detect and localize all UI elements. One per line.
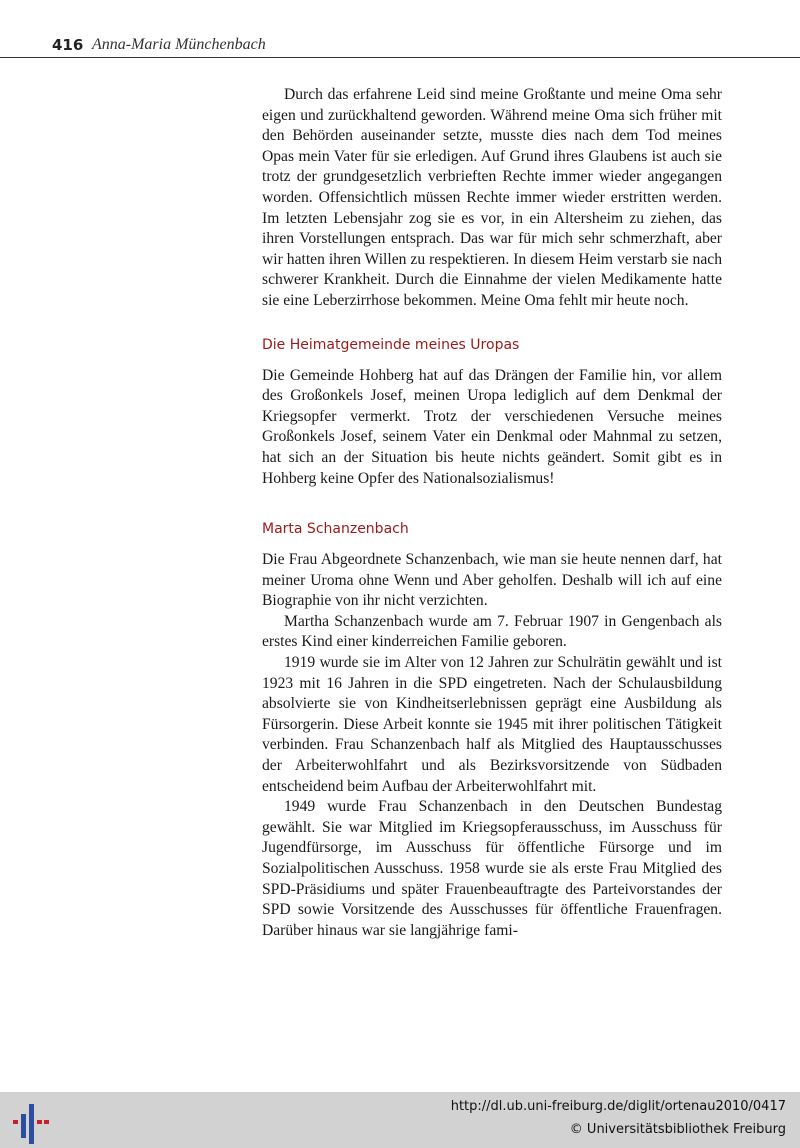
paragraph-grossmutter: Durch das erfahrene Leid sind meine Großtante und meine Oma sehr eigen und zurückhaltend geworden. Während meine Oma sich früher mit den Behörden auseinander setzte, musste dies nach dem Tod meines Opas mein Vater für sie erledigen. Auf Grund ihres Glaubens ist auch sie trotz der grundgesetzlich verbrieften Rechte immer wieder angegangen worden. Offensichtlich müssen Rechte immer wieder erstritten werden. Im letzten Lebensjahr zog sie es vor, in ein Altersheim zu ziehen, das ihren Vorstellungen entsprach. Das war für mich sehr schmerzhaft, aber wir hatten ihren Willen zu respektieren. In diesem Heim verstarb sie nach schwerer Krankheit. Durch die Einnahme der vielen Medikamente hatte sie eine Leberzirrhose bekommen. Meine Oma fehlt mir heute noch.	[262, 86, 722, 309]
paragraph-abgeordnete: Die Frau Abgeordnete Schanzenbach, wie man sie heute nennen darf, hat meiner Uroma ohne Wenn und Aber geholfen. Deshalb will ich auf eine Biographie von ihr nicht verzichten.	[262, 551, 722, 610]
source-url-link[interactable]: http://dl.ub.uni-freiburg.de/diglit/ortenau2010/0417	[450, 1099, 786, 1114]
copyright-text: © Universitätsbibliothek Freiburg	[569, 1122, 786, 1137]
page-number: 416	[52, 36, 84, 54]
paragraph-1949: 1949 wurde Frau Schanzenbach in den Deutschen Bundestag gewählt. Sie war Mitglied im Kriegsopferausschuss, im Ausschuss für Jugendfürsorge, im Ausschuss für öffentliche Fürsorge und im Sozialpolitischen Ausschuss. 1958 wurde sie als erste Frau Mitglied des SPD-Präsidiums und später Frauenbeauftragte des Parteivorstandes der SPD sowie Vorsitzende des Ausschusses für öffentliche Frauenfragen. Darüber hinaus war sie langjährige fami-	[262, 798, 722, 939]
section-heading-schanzenbach: Marta Schanzenbach	[262, 521, 409, 538]
footer-bar	[0, 1092, 800, 1148]
ub-freiburg-logo-icon[interactable]	[10, 1100, 50, 1144]
page-body	[262, 85, 722, 941]
paragraph-geburt: Martha Schanzenbach wurde am 7. Februar 1907 in Gengenbach als erstes Kind einer kinderreichen Familie geboren.	[262, 612, 722, 651]
header-rule	[0, 57, 800, 58]
paragraph-1919: 1919 wurde sie im Alter von 12 Jahren zur Schulrätin gewählt und ist 1923 mit 16 Jahren in die SPD eingetreten. Nach der Schulausbildung absolvierte sie von Kindheitserlebnissen geprägt eine Ausbildung als Fürsorgerin. Diese Arbeit konnte sie 1945 mit ihrer politischen Tätigkeit verbinden. Frau Schanzenbach half als Mitglied des Hauptausschusses der Arbeiterwohlfahrt und als Bezirksvorsitzende von Südbaden entscheidend beim Aufbau der Arbeiterwohlfahrt mit.	[262, 654, 722, 795]
running-title: Anna-Maria Münchenbach	[92, 36, 266, 53]
page-header	[0, 0, 800, 60]
paragraph-hohberg: Die Gemeinde Hohberg hat auf das Drängen der Familie hin, vor allem des Großonkels Josef, meinen Uropa lediglich auf dem Denkmal der Kriegsopfer vermerkt. Trotz der verschiedenen Versuche meines Großonkels Josef, seinem Vater ein Denkmal oder Mahnmal zu setzen, hat sich an der Situation bis heute nichts geändert. Somit gibt es in Hohberg keine Opfer des Nationalsozialismus!	[262, 366, 722, 487]
section-heading-heimatgemeinde: Die Heimatgemeinde meines Uropas	[262, 336, 520, 353]
